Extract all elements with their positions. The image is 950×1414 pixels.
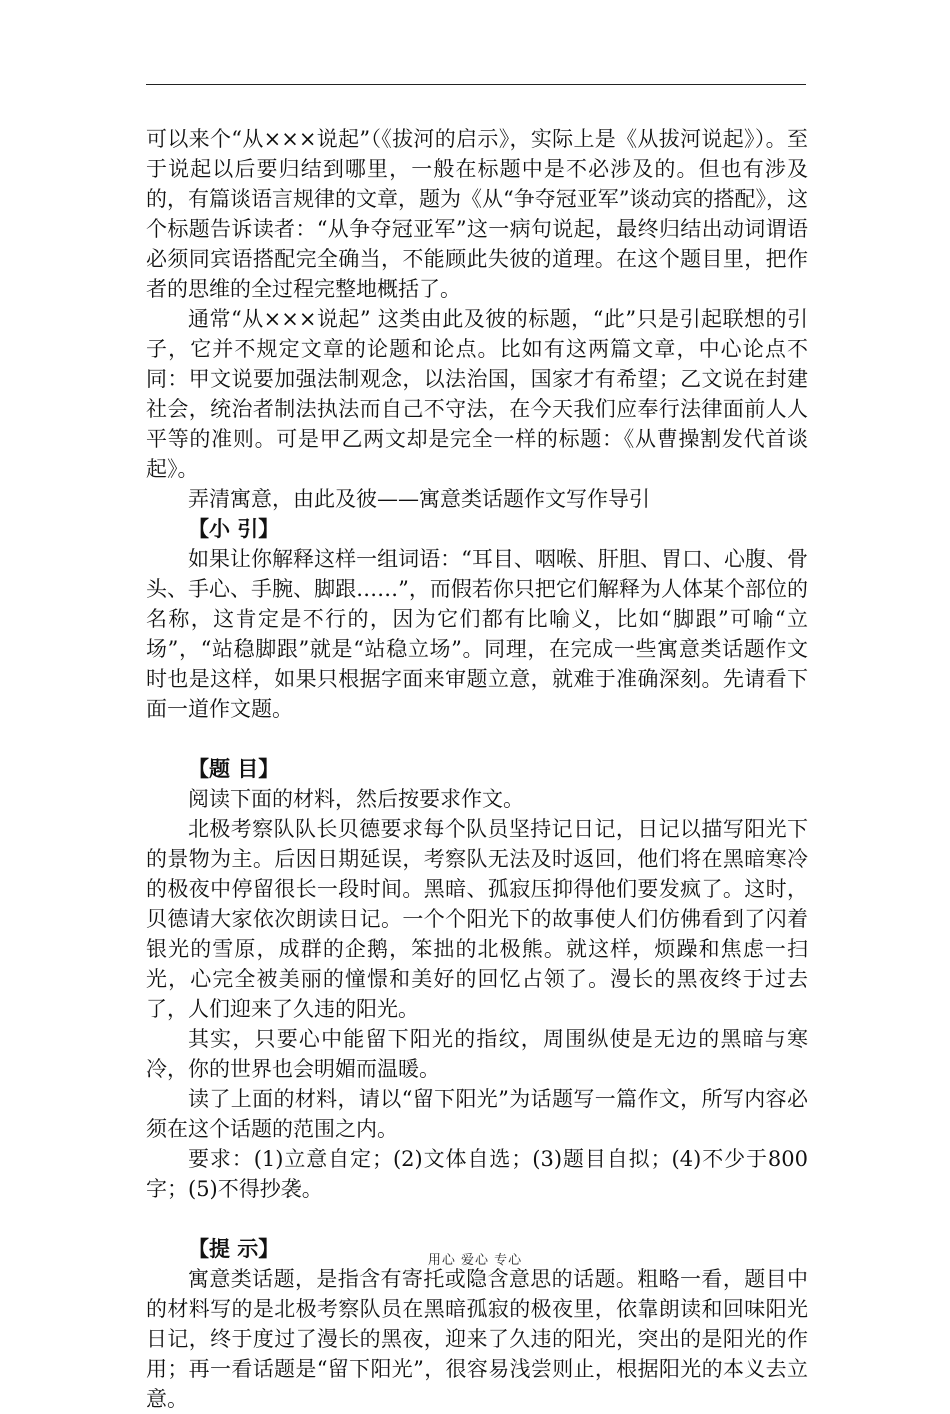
document-body — [146, 124, 808, 1414]
section-heading-intro: 【小 引】 — [188, 516, 280, 541]
article-title: 弄清寓意，由此及彼——寓意类话题作文写作导引 — [188, 487, 650, 511]
section-heading-hint: 【提 示】 — [188, 1236, 280, 1261]
spacer — [146, 724, 808, 754]
paragraph-requirements: 要求：(1)立意自定；(2)文体自选；(3)题目自拟；(4)不少于800字；(5)不得抄袭。 — [146, 1147, 808, 1201]
header-rule — [146, 84, 806, 85]
paragraph-material-conclusion: 其实，只要心中能留下阳光的指纹，周围纵使是无边的黑暗与寒冷，你的世界也会明媚而温暖。 — [146, 1027, 808, 1081]
paragraph-intro: 如果让你解释这样一组词语：“耳目、咽喉、肝胆、胃口、心腹、骨头、手心、手腕、脚跟……”，而假若你只把它们解释为人体某个部位的名称，这肯定是不行的，因为它们都有比喻义，比如“脚跟”可喻“立场”，“站稳脚跟”就是“站稳立场”。同理，在完成一些寓意类话题作文时也是这样，如果只根据字面来审题立意，就难于准确深刻。先请看下面一道作文题。 — [146, 547, 808, 721]
section-heading-topic: 【题 目】 — [188, 756, 280, 781]
paragraph-task: 读了上面的材料，请以“留下阳光”为话题写一篇作文，所写内容必须在这个话题的范围之内。 — [146, 1087, 808, 1141]
paragraph-instruction: 阅读下面的材料，然后按要求作文。 — [188, 787, 524, 811]
paragraph-2: 通常“从×××说起” 这类由此及彼的标题，“此”只是引起联想的引子，它并不规定文章的论题和论点。比如有这两篇文章，中心论点不同：甲文说要加强法制观念，以法治国，国家才有希望；乙文说在封建社会，统治者制法执法而自己不守法，在今天我们应奉行法律面前人人平等的准则。可是甲乙两文却是完全一样的标题：《从曹操割发代首谈起》。 — [146, 307, 808, 481]
paragraph-material: 北极考察队队长贝德要求每个队员坚持记日记，日记以描写阳光下的景物为主。后因日期延误，考察队无法及时返回，他们将在黑暗寒冷的极夜中停留很长一段时间。黑暗、孤寂压抑得他们要发疯了。这时，贝德请大家依次朗读日记。一个个阳光下的故事使人们仿佛看到了闪着银光的雪原，成群的企鹅，笨拙的北极熊。就这样，烦躁和焦虑一扫光，心完全被美丽的憧憬和美好的回忆占领了。漫长的黑夜终于过去了，人们迎来了久违的阳光。 — [146, 817, 808, 1021]
paragraph-1: 可以来个“从×××说起”（《拔河的启示》，实际上是《从拔河说起》）。至于说起以后要归结到哪里，一般在标题中是不必涉及的。但也有涉及的，有篇谈语言规律的文章，题为《从“争夺冠亚军”谈动宾的搭配》，这个标题告诉读者：“从争夺冠亚军”这一病句说起，最终归结出动词谓语必须同宾语搭配完全确当，不能顾此失彼的道理。在这个题目里，把作者的思维的全过程完整地概括了。 — [146, 127, 808, 301]
page-footer: 用心 爱心 专心 — [427, 1253, 523, 1268]
paragraph-hint: 寓意类话题，是指含有寄托或隐含意思的话题。粗略一看，题目中的材料写的是北极考察队员在黑暗孤寂的极夜里，依靠朗读和回味阳光日记，终于度过了漫长的黑夜，迎来了久违的阳光，突出的是阳光的作用；再一看话题是“留下阳光”，很容易浅尝则止，根据阳光的本义去立意。 — [146, 1267, 808, 1411]
spacer — [146, 1204, 808, 1234]
